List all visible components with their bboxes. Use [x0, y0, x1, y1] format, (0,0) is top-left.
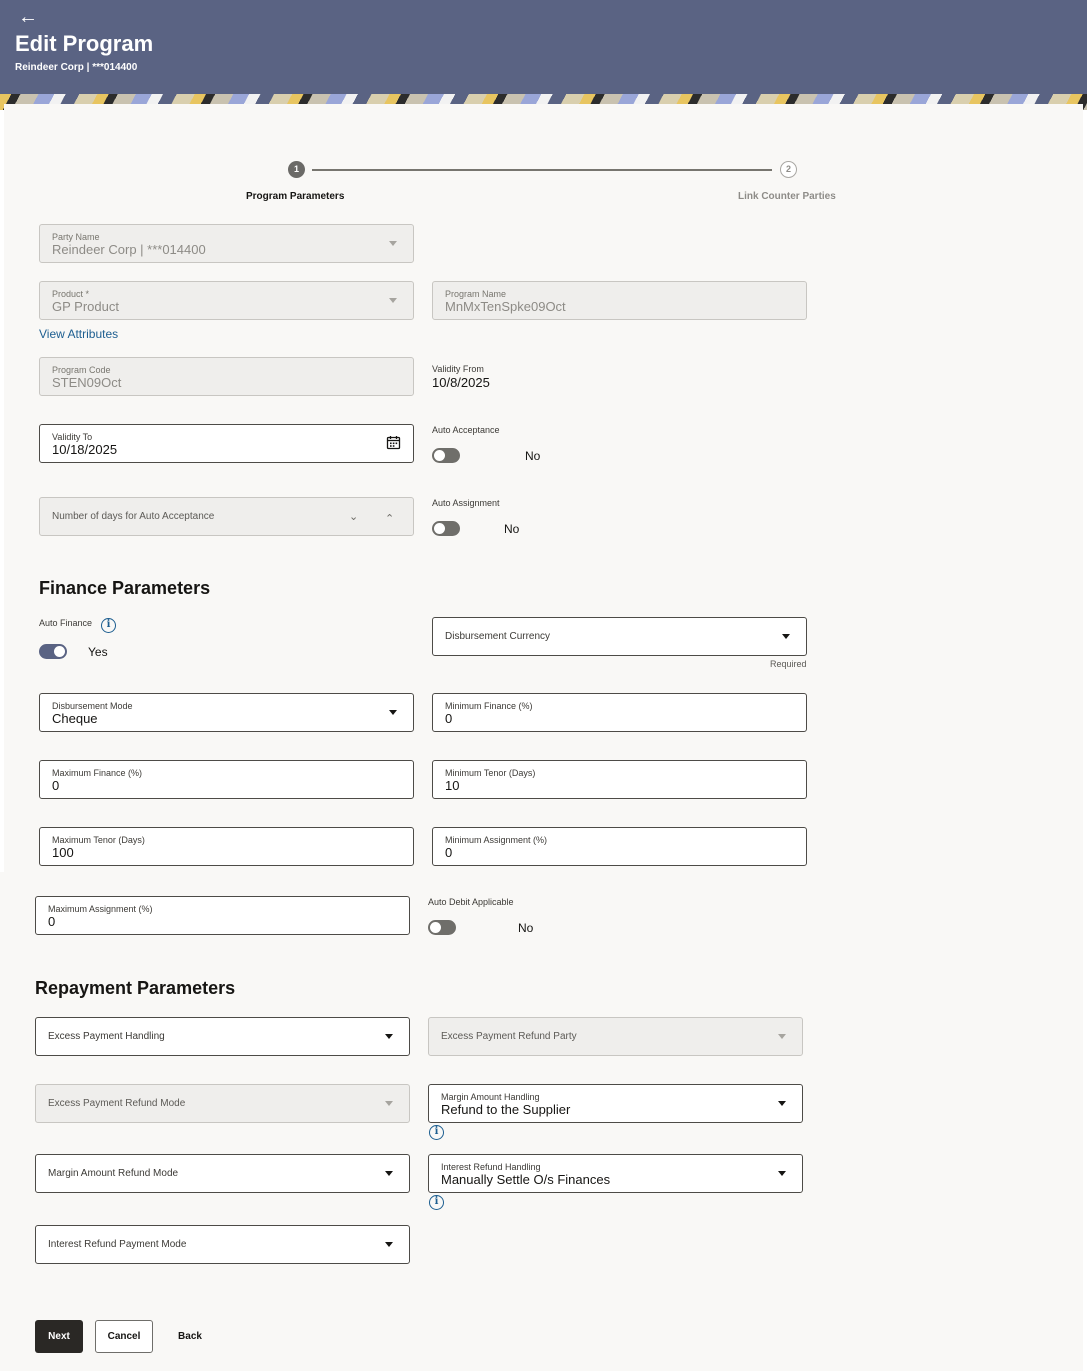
chevron-down-icon: [385, 1034, 393, 1039]
interest-refund-handling-select[interactable]: [428, 1154, 803, 1193]
step-1-label[interactable]: Program Parameters: [246, 191, 345, 202]
minimum-tenor-label: Minimum Tenor (Days): [445, 768, 536, 778]
maximum-tenor-field[interactable]: [39, 827, 414, 866]
chevron-down-icon: [778, 1171, 786, 1176]
minimum-assignment-field[interactable]: [432, 827, 807, 866]
auto-finance-toggle[interactable]: [39, 644, 67, 659]
margin-amount-refund-mode-placeholder: Margin Amount Refund Mode: [48, 1168, 179, 1179]
minimum-assignment-value: 0: [445, 845, 453, 860]
info-icon[interactable]: i: [429, 1125, 444, 1140]
validity-to-label: Validity To: [52, 432, 93, 442]
excess-payment-refund-mode-placeholder: Excess Payment Refund Mode: [48, 1098, 186, 1109]
program-name-label: Program Name: [445, 289, 507, 299]
excess-payment-handling-select[interactable]: [35, 1017, 410, 1056]
repayment-parameters-heading: Repayment Parameters: [35, 978, 236, 998]
page-subtitle: Reindeer Corp | ***014400: [15, 62, 138, 73]
margin-amount-handling-select[interactable]: [428, 1084, 803, 1123]
minimum-finance-value: 0: [445, 711, 453, 726]
margin-amount-refund-mode-select[interactable]: [35, 1154, 410, 1193]
minimum-tenor-value: 10: [445, 778, 460, 793]
program-name-value: MnMxTenSpke09Oct: [445, 299, 566, 314]
interest-refund-payment-mode-select[interactable]: [35, 1225, 410, 1264]
chevron-up-icon[interactable]: ⌃: [385, 513, 395, 525]
toggle-knob: [54, 646, 65, 657]
maximum-tenor-value: 100: [52, 845, 74, 860]
required-mark: *: [85, 289, 90, 299]
maximum-assignment-value: 0: [48, 914, 56, 929]
margin-amount-handling-label: Margin Amount Handling: [441, 1092, 540, 1102]
maximum-finance-value: 0: [52, 778, 60, 793]
calendar-icon[interactable]: [386, 435, 401, 455]
chevron-down-icon: [389, 298, 397, 303]
interest-refund-handling-value: Manually Settle O/s Finances: [441, 1172, 611, 1187]
auto-finance-state: Yes: [88, 645, 108, 659]
chevron-down-icon: [385, 1171, 393, 1176]
maximum-assignment-label: Maximum Assignment (%): [48, 904, 153, 914]
disbursement-currency-placeholder: Disbursement Currency: [445, 631, 551, 642]
chevron-down-icon: [389, 710, 397, 715]
chevron-down-icon: [385, 1242, 393, 1247]
party-name-select[interactable]: [39, 224, 414, 263]
program-code-field[interactable]: [39, 357, 414, 396]
maximum-finance-field[interactable]: [39, 760, 414, 799]
chevron-down-icon: [389, 241, 397, 246]
cancel-button[interactable]: Cancel: [95, 1320, 153, 1353]
disbursement-mode-value: Cheque: [52, 711, 98, 726]
validity-to-value: 10/18/2025: [52, 442, 118, 457]
auto-finance-label: Auto Finance: [39, 618, 93, 628]
toggle-knob: [430, 922, 441, 933]
arrow-left-icon[interactable]: ←: [18, 6, 38, 28]
chevron-down-icon: [778, 1034, 786, 1039]
step-2-indicator[interactable]: 2: [780, 161, 797, 178]
excess-payment-refund-party-placeholder: Excess Payment Refund Party: [441, 1031, 577, 1042]
auto-acceptance-label: Auto Acceptance: [432, 425, 500, 435]
excess-payment-refund-party-select[interactable]: [428, 1017, 803, 1056]
auto-debit-toggle[interactable]: [428, 920, 456, 935]
auto-acceptance-toggle[interactable]: [432, 448, 460, 463]
info-icon[interactable]: i: [101, 618, 116, 633]
days-auto-acceptance-placeholder: Number of days for Auto Acceptance: [52, 511, 215, 522]
step-1-indicator[interactable]: 1: [288, 161, 305, 178]
minimum-tenor-field[interactable]: [432, 760, 807, 799]
disbursement-currency-select[interactable]: [432, 617, 807, 656]
interest-refund-payment-mode-placeholder: Interest Refund Payment Mode: [48, 1239, 187, 1250]
next-button[interactable]: Next: [35, 1320, 83, 1353]
chevron-down-icon: [385, 1101, 393, 1106]
auto-debit-state: No: [518, 921, 534, 935]
step-2-label[interactable]: Link Counter Parties: [738, 191, 836, 202]
validity-from-label: Validity From: [432, 364, 484, 374]
disbursement-mode-select[interactable]: [39, 693, 414, 732]
auto-assignment-toggle[interactable]: [432, 521, 460, 536]
maximum-tenor-label: Maximum Tenor (Days): [52, 835, 145, 845]
program-name-field[interactable]: [432, 281, 807, 320]
auto-debit-label: Auto Debit Applicable: [428, 897, 514, 907]
minimum-finance-field[interactable]: [432, 693, 807, 732]
product-select[interactable]: [39, 281, 414, 320]
minimum-assignment-label: Minimum Assignment (%): [445, 835, 548, 845]
validity-from-value: 10/8/2025: [432, 375, 490, 390]
toggle-knob: [434, 523, 445, 534]
excess-payment-refund-mode-select[interactable]: [35, 1084, 410, 1123]
chevron-down-icon: [778, 1101, 786, 1106]
validity-to-date-field[interactable]: [39, 424, 414, 463]
page-title: Edit Program: [15, 31, 154, 56]
disbursement-mode-label: Disbursement Mode: [52, 701, 133, 711]
required-hint: Required: [770, 659, 807, 669]
days-auto-acceptance-stepper[interactable]: [39, 497, 414, 536]
minimum-finance-label: Minimum Finance (%): [445, 701, 533, 711]
maximum-finance-label: Maximum Finance (%): [52, 768, 143, 778]
auto-assignment-state: No: [504, 522, 520, 536]
program-code-value: STEN09Oct: [52, 375, 122, 390]
excess-payment-handling-placeholder: Excess Payment Handling: [48, 1031, 165, 1042]
interest-refund-handling-label: Interest Refund Handling: [441, 1162, 541, 1172]
toggle-knob: [434, 450, 445, 461]
view-attributes-link[interactable]: View Attributes: [39, 327, 119, 341]
maximum-assignment-field[interactable]: [35, 896, 410, 935]
product-value: GP Product: [52, 299, 119, 314]
info-icon[interactable]: i: [429, 1195, 444, 1210]
chevron-down-icon[interactable]: ⌄: [349, 511, 359, 523]
step-connector: [312, 169, 772, 171]
product-label: Product: [52, 289, 84, 299]
party-name-label: Party Name: [52, 232, 100, 242]
party-name-value: Reindeer Corp | ***014400: [52, 242, 206, 257]
program-code-label: Program Code: [52, 365, 111, 375]
back-button[interactable]: Back: [178, 1331, 202, 1342]
finance-parameters-heading: Finance Parameters: [39, 578, 211, 598]
auto-assignment-label: Auto Assignment: [432, 498, 500, 508]
margin-amount-handling-value: Refund to the Supplier: [441, 1102, 571, 1117]
chevron-down-icon: [782, 634, 790, 639]
auto-acceptance-state: No: [525, 449, 541, 463]
